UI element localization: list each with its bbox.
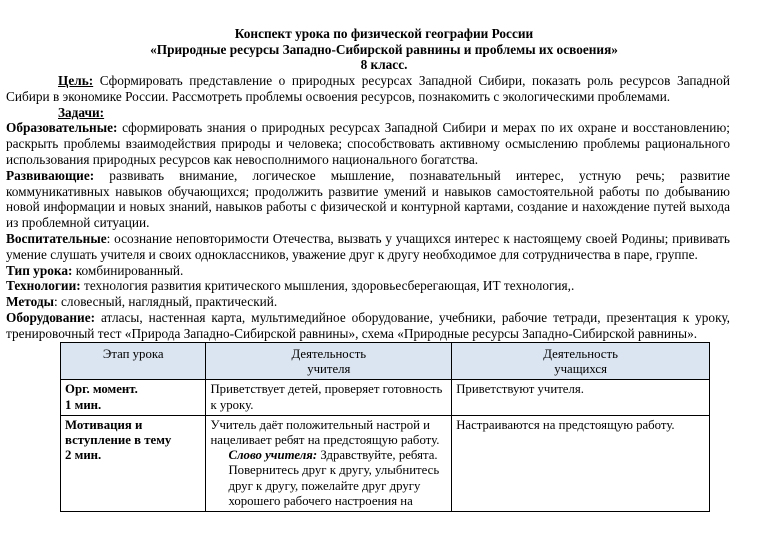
technologies-paragraph [6,278,730,294]
methods-text: : словесный, наглядный, практический. [54,294,278,310]
lesson-type-label: Тип урока: [6,262,73,278]
teacher-activity-text: Учитель даёт положительный настрой и нацеливает ребят на предстоящую работу. [210,417,440,448]
tasks-heading [6,105,730,121]
equipment-text: атласы, настенная карта, мультимедийное оборудование, учебники, рабочие тетради, презентация к уроку, тренировочный тест «Природа Западно-Сибирской равнины», схема «Природные ресурсы Западно-Сибирской равнины». [6,309,730,341]
title-line: Конспект урока по физической географии России [234,26,534,41]
goal-paragraph [6,73,730,105]
developing-text: развивать внимание, логическое мышление, познавательный интерес, устную речь; развитие коммуникативных навыков обучающихся; продолжить развитие умений и навыков самостоятельной работы по добыванию новой информации и новых знаний, навыков работы с физической и контурной картами, создание и нахождение путей выхода из проблемной ситуации. [6,167,730,231]
document-header [0,0,768,73]
educational-paragraph [6,120,730,167]
header-teacher: Деятельность учителя [206,343,452,380]
lesson-type-text: комбинированный. [72,262,184,278]
educational-text: сформировать знания о природных ресурсах Западной Сибири и мерах по их охране и восстановлению; раскрыть проблемы взаимодействия природы и человека; способствовать активному осмыслению проблемы рационального использования природных ресурсов как невосполнимого национального богатства. [6,120,730,167]
lesson-type-paragraph [6,263,730,279]
stage-cell: Мотивация и вступление в тему 2 мин. [61,415,206,511]
developing-label: Развивающие: [6,167,95,183]
tasks-label: Задачи: [58,104,105,120]
lesson-table [60,342,710,512]
table-row [61,415,710,511]
goal-text: Сформировать представление о природных ресурсах Западной Сибири, показать роль ресурсов Западной Сибири в экономике России. Рассмотреть проблемы освоения ресурсов, познакомить с экологическими проблемами. [6,73,730,104]
header-stage: Этап урока [61,343,206,380]
equipment-paragraph [6,310,730,342]
stage-cell: Орг. момент. 1 мин. [61,380,206,415]
document-body [6,73,730,357]
grade-line: 8 класс. [360,57,408,72]
upbringing-paragraph [6,231,730,263]
methods-paragraph [6,294,730,310]
teacher-cell [206,415,452,511]
teacher-word [210,448,447,509]
students-cell: Настраиваются на предстоящую работу. [452,415,710,511]
technologies-label: Технологии: [6,278,81,294]
upbringing-label: Воспитательные [6,230,107,246]
methods-label: Методы [6,294,55,310]
students-cell: Приветствуют учителя. [452,380,710,415]
teacher-word-text: Здравствуйте, ребята. Повернитесь друг к другу, улыбнитесь друг к другу, пожелайте друг другу хорошего рабочего настроения на [228,448,440,508]
table-header-row [61,343,710,380]
table-row [61,380,710,415]
header-students: Деятельность учащихся [452,343,710,380]
technologies-text: технология развития критического мышления, здоровьесберегающая, ИТ технология,. [80,278,575,294]
upbringing-text: : осознание неповторимости Отечества, вызвать у учащихся интерес к настоящему своей Родины; прививать умение слушать учителя и своих одноклассников, уважение друг к другу необходимое для сотрудничества в паре, группе. [6,230,730,262]
educational-label: Образовательные: [6,120,118,136]
developing-paragraph [6,168,730,231]
goal-label: Цель: [58,73,94,88]
lesson-topic: «Природные ресурсы Западно-Сибирской равнины и проблемы их освоения» [150,41,618,57]
teacher-cell: Приветствует детей, проверяет готовность к уроку. [206,380,452,415]
equipment-label: Оборудование: [6,309,96,325]
teacher-word-label: Слово учителя: [228,448,318,463]
